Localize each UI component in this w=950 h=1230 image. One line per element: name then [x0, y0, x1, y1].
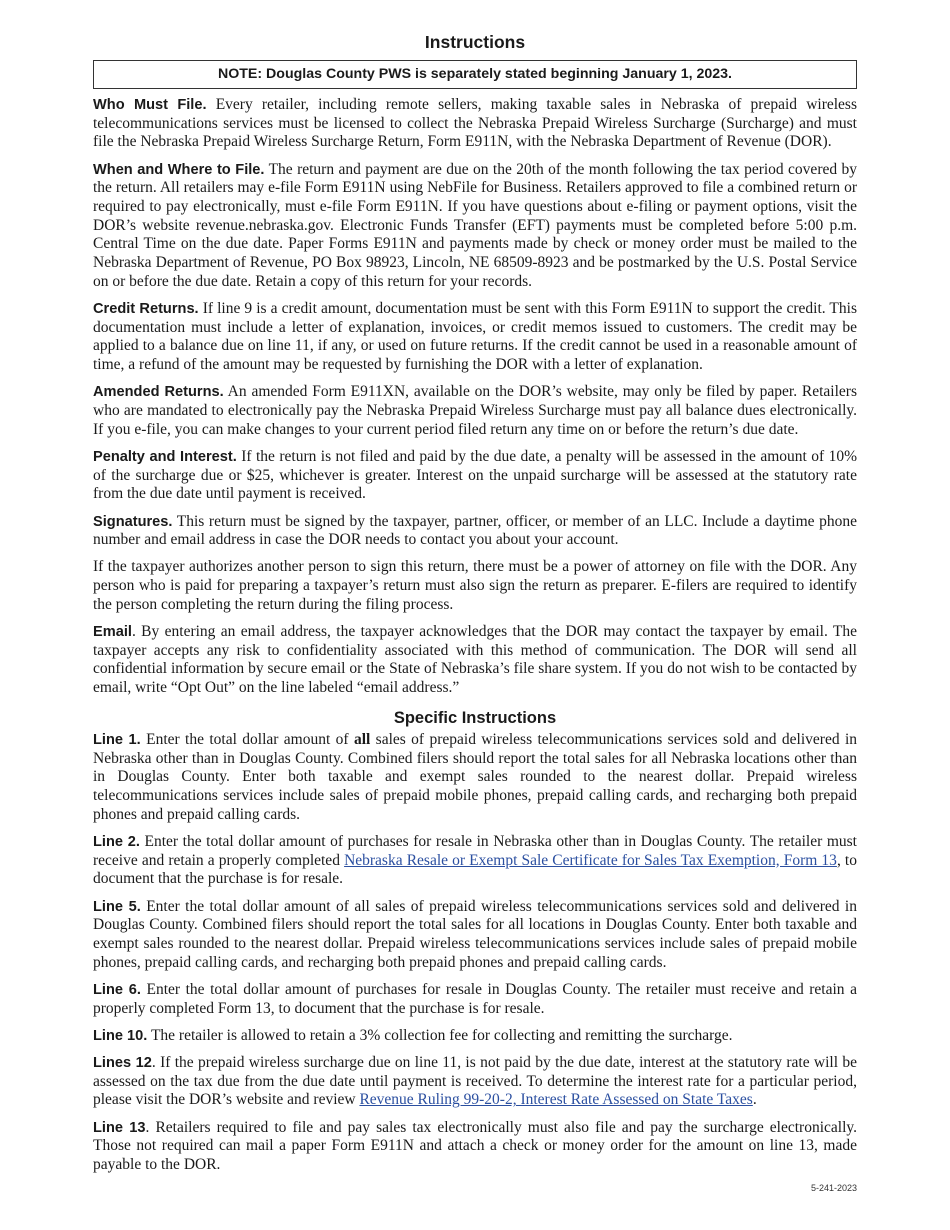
line-12-text-a: . If the prepaid wireless surcharge due on line 11, is not paid by the due date, interest at the statutory rate will be assessed on the tax due from the due date until payment is received. To determine the interest rate for a particular period, please visit the DOR’s website and review — [93, 1053, 857, 1109]
specific-instructions-title: Specific Instructions — [393, 708, 557, 727]
line-2-heading: Line 2. — [93, 833, 140, 850]
line-1-paragraph — [93, 731, 857, 825]
who-must-file-heading: Who Must File. — [93, 97, 207, 113]
line-12-heading: Lines 12 — [93, 1054, 152, 1071]
instructions-content — [93, 30, 857, 1183]
line-10-heading: Line 10. — [93, 1027, 148, 1044]
when-where-heading: When and Where to File. — [93, 161, 265, 178]
amended-returns-text: An amended Form E911XN, available on the DOR’s website, may only be filed by paper. Retailers who are mandated to electronically pay the Nebraska Prepaid Wireless Surcharge must pay all balance dues electronically. If you e-file, you can make changes to your current period filed return any time on or before the return’s due date. — [93, 383, 857, 438]
line-13-heading: Line 13 — [93, 1119, 146, 1136]
penalty-interest-heading: Penalty and Interest. — [93, 448, 237, 465]
line-5-text: Enter the total dollar amount of all sales of prepaid wireless telecommunications services sold and delivered in Douglas County. Combined filers should report the total sales for all locations in Douglas County. Enter both taxable and exempt sales rounded to the nearest dollar. Prepaid wireless telecommunications services include sales of prepaid mobile phones, prepaid calling cards, and recharging both prepaid phones and prepaid calling cards. — [93, 897, 857, 971]
line-2-text-b: , to document that the purchase is for resale. — [93, 851, 857, 888]
signatures-paragraph — [93, 513, 857, 550]
credit-returns-paragraph — [93, 300, 857, 375]
line-5-paragraph — [93, 898, 857, 973]
line-1-text-a: Enter the total dollar amount of — [140, 730, 354, 748]
email-text: . By entering an email address, the taxpayer acknowledges that the DOR may contact the taxpayer by email. The taxpayer accepts any risk to confidentiality associated with this method of communication. The DOR will send all confidential information by secure email or the State of Nebraska’s file share system. If you do not wish to be contacted by email, write “Opt Out” on the line labeled “email address.” — [93, 623, 857, 697]
line-5-heading: Line 5. — [93, 898, 141, 915]
line-13-text: . Retailers required to file and pay sales tax electronically must also file and pay the surcharge electronically. Those not required can mail a paper Form E911N and attach a check or money order for the amount on line 13, made payable to the DOR. — [93, 1118, 857, 1173]
who-must-file-text: Every retailer, including remote sellers, making taxable sales in Nebraska of prepaid wireless telecommunications services must be licensed to collect the Nebraska Prepaid Wireless Surcharge (Surcharge) and must file the Nebraska Prepaid Wireless Surcharge Return, Form E911N, with the Nebraska Department of Revenue (DOR). — [93, 96, 857, 151]
line-6-paragraph — [93, 981, 857, 1018]
line-12-text-b: . — [752, 1091, 757, 1109]
signatures-heading: Signatures. — [93, 513, 173, 530]
line-12-paragraph — [93, 1054, 857, 1110]
line-2-text-a: Enter the total dollar amount of purchases for resale in Nebraska other than in Douglas County. The retailer must receive and retain a properly completed — [93, 832, 857, 869]
email-heading: Email — [93, 624, 132, 641]
document-id: 5-241-2023 — [810, 1183, 857, 1193]
line-1-emphasis: all — [353, 730, 371, 748]
line-2-paragraph — [93, 833, 857, 889]
page-title: Instructions — [424, 32, 526, 52]
line-6-heading: Line 6. — [93, 981, 141, 998]
email-paragraph — [93, 623, 857, 698]
line-1-text-b: sales of prepaid wireless telecommunications services sold and delivered in Nebraska other than in Douglas County. Combined filers should report the total sales for all Nebraska locations other than in Douglas County. Enter both taxable and exempt sales rounded to the nearest dollar. Prepaid wireless telecommunications services include sales of prepaid mobile phones, prepaid calling cards, and recharging both prepaid phones and prepaid calling cards. — [93, 730, 858, 823]
credit-returns-heading: Credit Returns. — [93, 301, 199, 318]
note-box: NOTE: Douglas County PWS is separately stated beginning January 1, 2023. — [93, 60, 857, 89]
line-1-heading: Line 1. — [93, 731, 141, 748]
signatures-text: This return must be signed by the taxpayer, partner, officer, or member of an LLC. Include a daytime phone number and email address in case the DOR needs to contact you about your account. — [93, 512, 857, 549]
who-must-file-paragraph — [93, 96, 857, 152]
penalty-interest-paragraph — [93, 448, 857, 504]
penalty-interest-text: If the return is not filed and paid by the due date, a penalty will be assessed in the amount of 10% of the surcharge due or $25, whichever is greater. Interest on the unpaid surcharge will be assessed at the statutory rate from the due date until payment is received. — [93, 447, 857, 503]
when-where-paragraph — [93, 161, 857, 292]
line-10-text: The retailer is allowed to retain a 3% collection fee for collecting and remitting the surcharge. — [147, 1026, 733, 1044]
revenue-ruling-link[interactable]: Revenue Ruling 99-20-2, Interest Rate Assessed on State Taxes — [359, 1091, 753, 1109]
power-of-attorney-paragraph: If the taxpayer authorizes another person to sign this return, there must be a power of attorney on file with the DOR. Any person who is paid for preparing a taxpayer’s return must also sign the return as preparer. E-filers are required to identify the person completing the return during the filing process. — [93, 558, 857, 613]
amended-returns-paragraph — [93, 383, 857, 439]
line-10-paragraph — [93, 1027, 857, 1046]
credit-returns-text: If line 9 is a credit amount, documentation must be sent with this Form E911N to support the credit. This documentation must include a letter of explanation, invoices, or credit memos issued to customers. The credit may be applied to a balance due on line 11, if any, or used on future returns. If the credit cannot be used in a reasonable amount of time, a refund of the amount may be requested by furnishing the DOR with a letter of explanation. — [93, 300, 857, 374]
line-13-paragraph — [93, 1119, 857, 1175]
when-where-text: The return and payment are due on the 20th of the month following the tax period covered by the return. All retailers may e-file Form E911N using NebFile for Business. Retailers approved to file a combined return or required to pay electronically, must e-file Form E911N. If you have questions about e-filing or payment options, visit the DOR’s website revenue.nebraska.gov. Electronic Funds Transfer (EFT) payments must be completed before 5:00 p.m. Central Time on the due date. Paper Forms E911N and payments made by check or money order must be mailed to the Nebraska Department of Revenue, PO Box 98923, Lincoln, NE 68509-8923 and be postmarked by the U.S. Postal Service on or before the due date. Retain a copy of this return for your records. — [93, 160, 857, 290]
line-6-text: Enter the total dollar amount of purchases for resale in Douglas County. The retailer must receive and retain a properly completed Form 13, to document that the purchase is for resale. — [93, 980, 857, 1017]
amended-returns-heading: Amended Returns. — [93, 384, 224, 401]
form-13-link[interactable]: Nebraska Resale or Exempt Sale Certificate for Sales Tax Exemption, Form 13 — [344, 851, 837, 869]
